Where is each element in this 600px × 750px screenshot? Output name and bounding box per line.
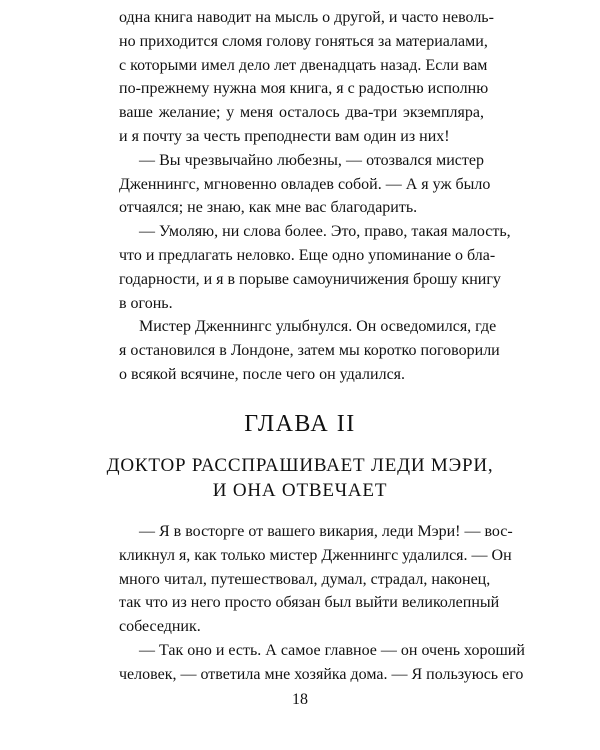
text-line: ваше желание; у меня осталось два-три экземпляра,: [119, 104, 484, 122]
text-line: в огонь.: [119, 294, 173, 312]
text-line: — Я в восторге от вашего викария, леди Мэри! — вос-: [139, 523, 513, 540]
text-line: что и предлагать неловко. Еще одно упоминание о бла-: [119, 246, 496, 264]
text-line: отчаялся; не знаю, как мне вас благодарить.: [119, 199, 418, 217]
text-line: кликнул я, как только мистер Дженнингс удалился. — Он: [119, 546, 512, 564]
chapter-title: ГЛАВА II: [244, 411, 356, 437]
bottom-text-block: [119, 520, 525, 687]
chapter-subtitle-line: ДОКТОР РАССПРАШИВАЕТ ЛЕДИ МЭРИ,: [106, 455, 494, 476]
chapter-subtitle-line: И ОНА ОТВЕЧАЕТ: [212, 480, 388, 501]
text-line: Дженнингс, мгновенно овладев собой. — А я уж было: [119, 175, 491, 193]
text-line: много читал, путешествовал, думал, страдал, наконец,: [119, 570, 491, 588]
text-line: так что из него просто обязан был выйти великолепный: [119, 594, 500, 612]
text-line: с которыми имел дело лет двенадцать назад. Если вам: [119, 56, 488, 74]
top-text-block: [119, 6, 511, 387]
text-line: но приходится сломя голову гоняться за материалами,: [119, 32, 488, 50]
chapter-subtitle: [100, 453, 500, 503]
text-line: Мистер Дженнингс улыбнулся. Он осведомился, где: [139, 318, 497, 336]
text-line: я остановился в Лондоне, затем мы коротко поговорили: [119, 342, 500, 360]
text-line: по-прежнему нужна моя книга, я с радостью исполню: [119, 80, 489, 98]
text-line: собеседник.: [119, 618, 201, 636]
text-line: — Умоляю, ни слова более. Это, право, такая малость,: [139, 223, 511, 241]
text-line: — Так оно и есть. А самое главное — он очень хороший: [139, 641, 525, 659]
text-line: одна книга наводит на мысль о другой, и часто неволь-: [119, 9, 494, 26]
text-line: и я почту за честь преподнести вам один из них!: [119, 127, 450, 145]
text-line: — Вы чрезвычайно любезны, — отозвался мистер: [139, 151, 484, 169]
text-line: человек, — ответила мне хозяйка дома. — Я пользуюсь его: [119, 665, 524, 683]
page-number: 18: [292, 691, 308, 708]
text-line: годарности, и я в порыве самоуничижения брошу книгу: [119, 270, 501, 288]
text-line: о всякой всячине, после чего он удалился.: [119, 365, 406, 383]
